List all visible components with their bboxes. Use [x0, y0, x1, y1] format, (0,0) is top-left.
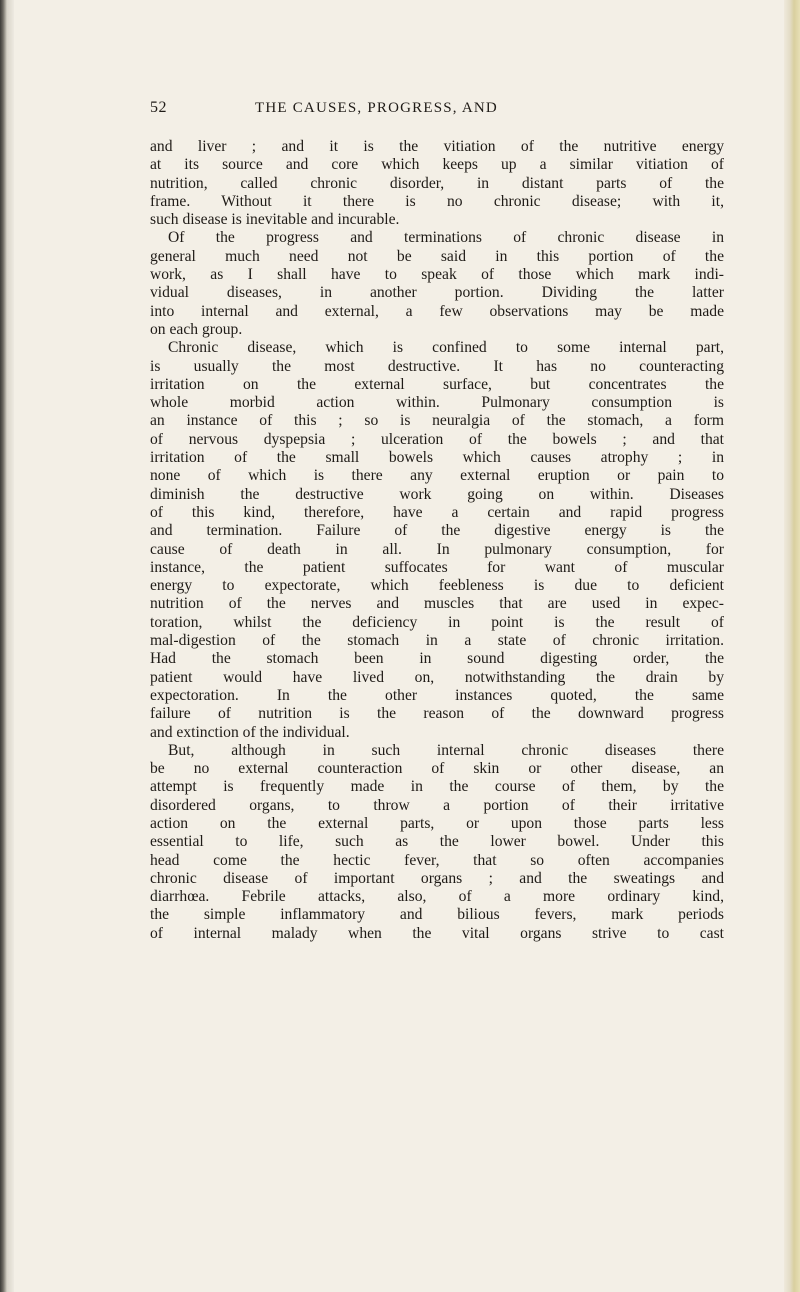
- text-line: an instance of this ; so is neuralgia of the stomach, a form: [150, 412, 724, 430]
- text-line: action on the external parts, or upon those parts less: [150, 814, 724, 832]
- text-line: and termination. Failure of the digestive energy is the: [150, 522, 724, 540]
- page-header: [150, 99, 710, 121]
- text-line: frame. Without it there is no chronic disease; with it,: [150, 192, 724, 210]
- text-line: Had the stomach been in sound digesting order, the: [150, 650, 724, 668]
- body-text: [150, 138, 724, 943]
- text-line: at its source and core which keeps up a similar vitiation of: [150, 156, 724, 174]
- text-line: attempt is frequently made in the course of them, by the: [150, 778, 724, 796]
- text-line: of internal malady when the vital organs strive to cast: [150, 924, 724, 942]
- text-line: Chronic disease, which is confined to some internal part,: [168, 339, 724, 357]
- text-line: the simple inflammatory and bilious fevers, mark periods: [150, 906, 724, 924]
- text-line: on each group.: [150, 320, 243, 338]
- text-line: cause of death in all. In pulmonary consumption, for: [150, 540, 724, 558]
- text-line: and liver ; and it is the vitiation of the nutritive energy: [150, 138, 724, 155]
- text-line: vidual diseases, in another portion. Dividing the latter: [150, 284, 724, 302]
- page-edge: [784, 0, 800, 1292]
- text-line: toration, whilst the deficiency in point is the result of: [150, 613, 724, 631]
- text-line: energy to expectorate, which feebleness is due to deficient: [150, 577, 724, 595]
- text-line: irritation of the small bowels which causes atrophy ; in: [150, 449, 724, 467]
- text-line: Of the progress and terminations of chronic disease in: [168, 229, 724, 247]
- text-line: nutrition of the nerves and muscles that are used in expec-: [150, 595, 724, 613]
- text-line: irritation on the external surface, but concentrates the: [150, 375, 724, 393]
- text-line: of this kind, therefore, have a certain and rapid progress: [150, 503, 724, 521]
- text-line: diminish the destructive work going on within. Diseases: [150, 485, 724, 503]
- text-line: be no external counteraction of skin or other disease, an: [150, 760, 724, 778]
- text-line: failure of nutrition is the reason of the downward progress: [150, 705, 724, 723]
- text-line: such disease is inevitable and incurable.: [150, 211, 400, 229]
- text-line: and extinction of the individual.: [150, 723, 350, 741]
- text-line: work, as I shall have to speak of those which mark indi-: [150, 266, 724, 284]
- text-line: essential to life, such as the lower bowel. Under this: [150, 833, 724, 851]
- running-head: THE CAUSES, PROGRESS, AND: [255, 100, 498, 116]
- text-line: whole morbid action within. Pulmonary consumption is: [150, 394, 724, 412]
- page-gutter-shadow: [0, 0, 14, 1292]
- text-line: instance, the patient suffocates for want of muscular: [150, 558, 724, 576]
- text-line: patient would have lived on, notwithstanding the drain by: [150, 668, 724, 686]
- text-line: of nervous dyspepsia ; ulceration of the bowels ; and that: [150, 430, 724, 448]
- text-line: disordered organs, to throw a portion of their irritative: [150, 796, 724, 814]
- text-line: general much need not be said in this portion of the: [150, 247, 724, 265]
- text-line: diarrhœa. Febrile attacks, also, of a more ordinary kind,: [150, 888, 724, 906]
- text-line: nutrition, called chronic disorder, in distant parts of the: [150, 174, 724, 192]
- text-line: expectoration. In the other instances quoted, the same: [150, 686, 724, 704]
- text-line: none of which is there any external eruption or pain to: [150, 467, 724, 485]
- text-line: mal-digestion of the stomach in a state of chronic irritation.: [150, 632, 724, 650]
- text-line: head come the hectic fever, that so often accompanies: [150, 851, 724, 869]
- page-number: 52: [150, 99, 167, 116]
- text-line: into internal and external, a few observations may be made: [150, 302, 724, 320]
- text-line: is usually the most destructive. It has no counteracting: [150, 357, 724, 375]
- text-line: chronic disease of important organs ; and the sweatings and: [150, 869, 724, 887]
- text-line: But, although in such internal chronic diseases there: [168, 741, 724, 759]
